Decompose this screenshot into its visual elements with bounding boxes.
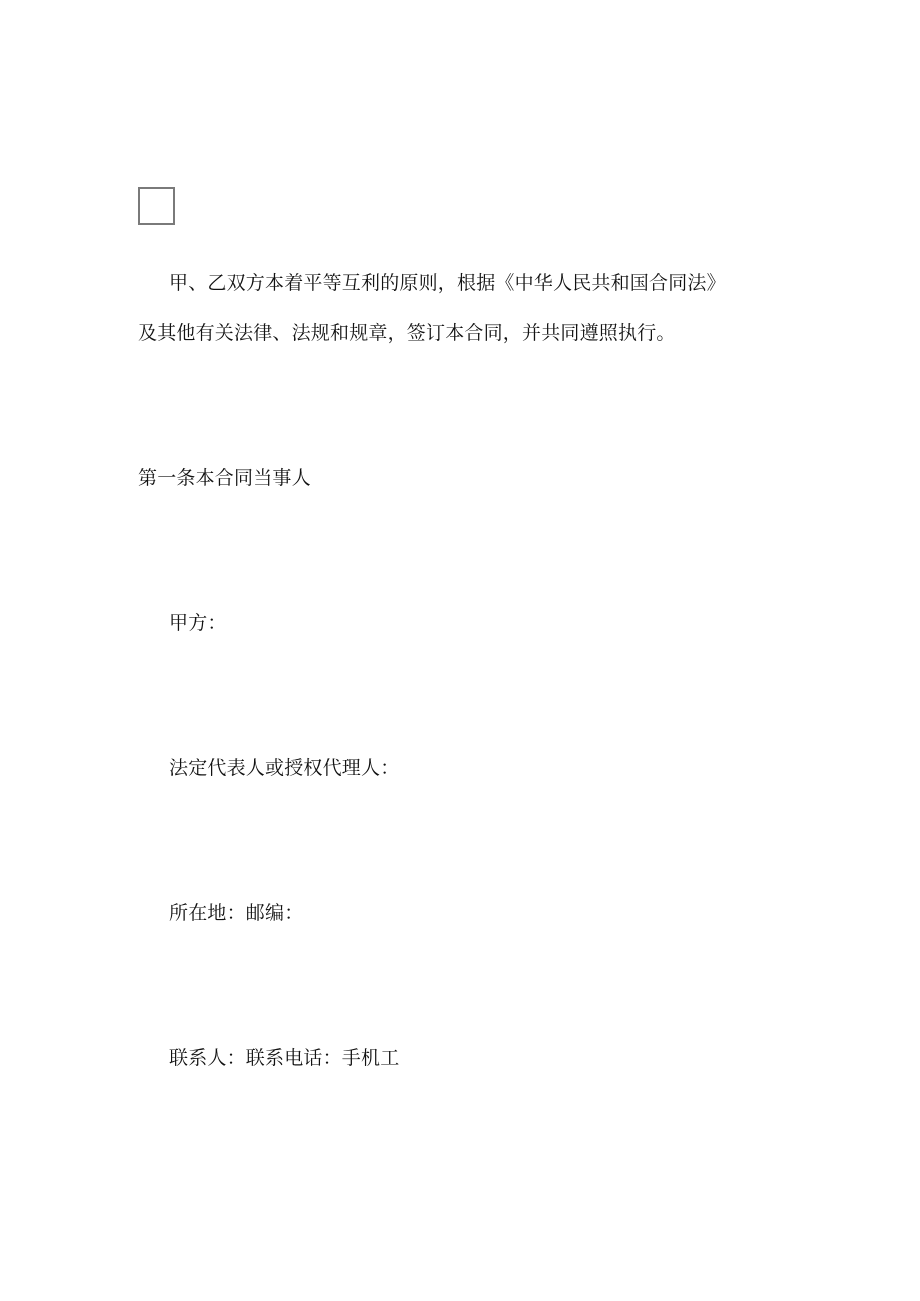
intro-paragraph-line-2: 及其他有关法律、法规和规章，签订本合同，并共同遵照执行。 xyxy=(138,322,676,344)
checkbox[interactable] xyxy=(138,187,175,225)
location-postcode-label: 所在地：邮编： xyxy=(169,902,304,924)
intro-paragraph-line-1: 甲、乙双方本着平等互利的原则，根据《中华人民共和国合同法》 xyxy=(169,272,726,294)
contact-label: 联系人：联系电话：手机工 xyxy=(169,1047,400,1069)
article-1-title: 第一条本合同当事人 xyxy=(138,467,311,489)
legal-representative-label: 法定代表人或授权代理人： xyxy=(169,757,400,779)
party-a-label: 甲方： xyxy=(169,612,227,634)
